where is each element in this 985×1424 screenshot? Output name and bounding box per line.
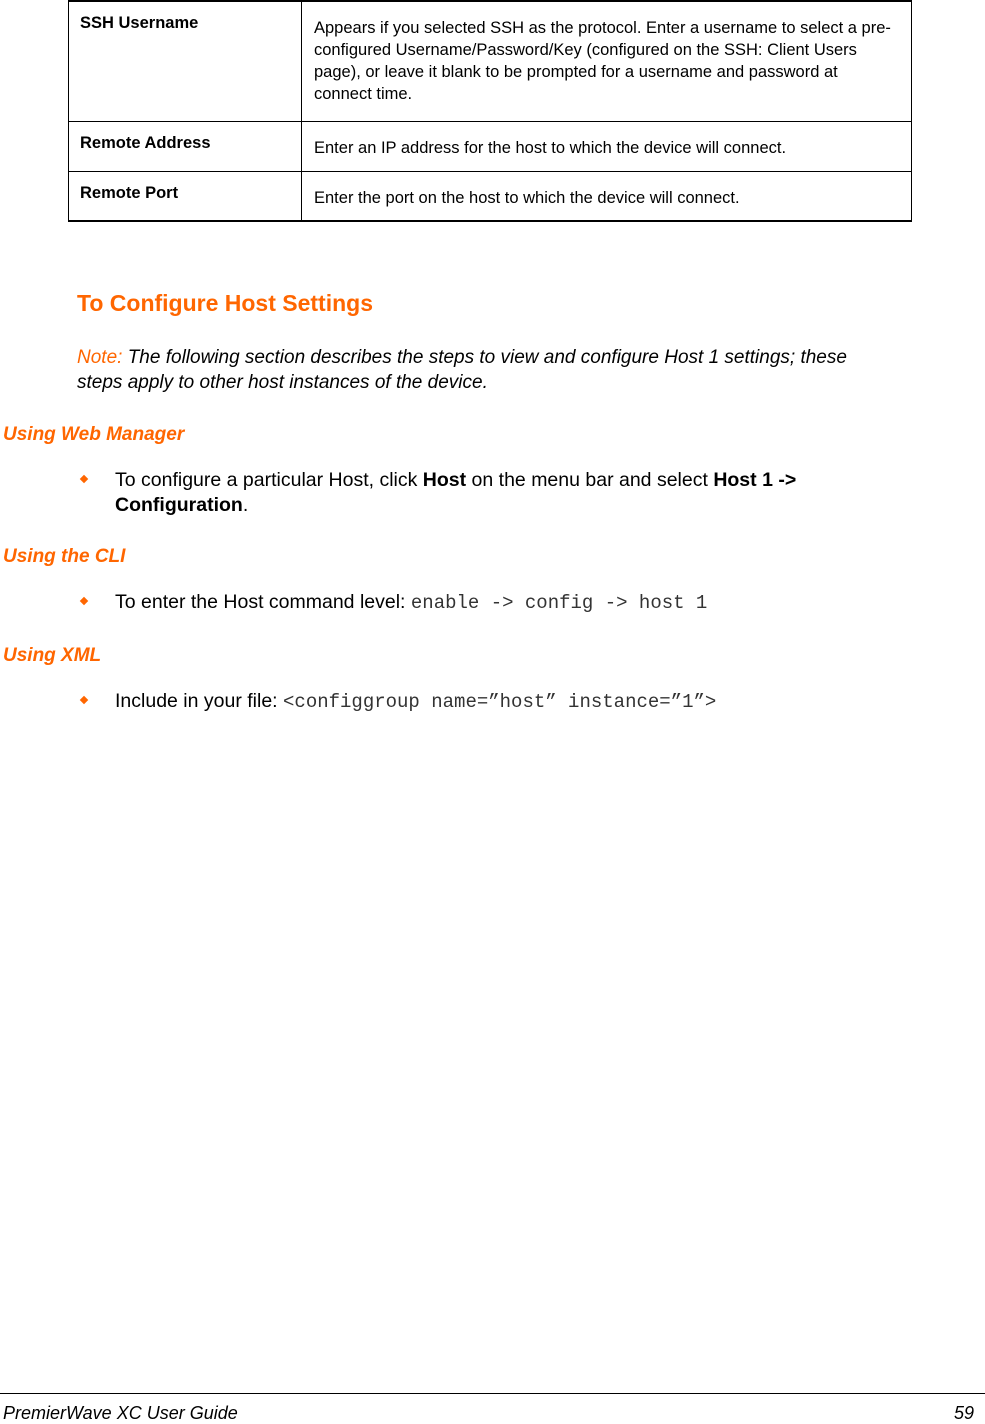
note	[77, 345, 897, 395]
xml-snippet: <configgroup name=”host” instance=”1”>	[283, 691, 717, 713]
step-text: Include in your file:	[115, 690, 284, 712]
step-text: To configure a particular Host, click	[115, 469, 423, 491]
xml-heading: Using XML	[3, 645, 102, 666]
setting-name: Remote Port	[69, 171, 302, 221]
cli-heading: Using the CLI	[3, 546, 126, 567]
step-text: To enter the Host command level:	[115, 591, 411, 613]
table-row	[69, 121, 912, 171]
setting-name: Remote Address	[69, 121, 302, 171]
step-text: .	[242, 494, 249, 516]
table-row	[69, 171, 912, 221]
web-manager-heading: Using Web Manager	[3, 424, 185, 445]
footer-title: PremierWave XC User Guide	[3, 1403, 238, 1423]
setting-description: Appears if you selected SSH as the protocol. Enter a username to select a pre-configured Username/Password/Key (configured on the SSH: Client Users page), or leave it blank to be prompted for a username and password at connect time.	[302, 1, 912, 121]
footer-divider	[0, 1393, 985, 1394]
table-row	[69, 1, 912, 121]
bullet-diamond-icon	[80, 475, 88, 483]
cli-step	[115, 590, 905, 616]
menu-path-ref: Host 1 -> Configuration	[115, 469, 797, 516]
xml-step	[115, 689, 905, 715]
bullet-diamond-icon	[80, 597, 88, 605]
settings-table	[68, 0, 912, 222]
web-manager-step	[115, 468, 905, 518]
bullet-diamond-icon	[80, 696, 88, 704]
cli-command: enable -> config -> host 1	[410, 592, 708, 614]
menu-host-ref: Host	[422, 469, 467, 491]
note-label: Note:	[77, 347, 123, 368]
note-text: The following section describes the steps to view and configure Host 1 settings; these steps apply to other host instances of the device.	[77, 347, 847, 393]
setting-description: Enter the port on the host to which the device will connect.	[302, 171, 912, 221]
step-text: on the menu bar and select	[466, 469, 714, 491]
page-number: 59	[953, 1403, 974, 1423]
setting-name: SSH Username	[69, 1, 302, 121]
setting-description: Enter an IP address for the host to which the device will connect.	[302, 121, 912, 171]
section-title: To Configure Host Settings	[77, 290, 374, 316]
